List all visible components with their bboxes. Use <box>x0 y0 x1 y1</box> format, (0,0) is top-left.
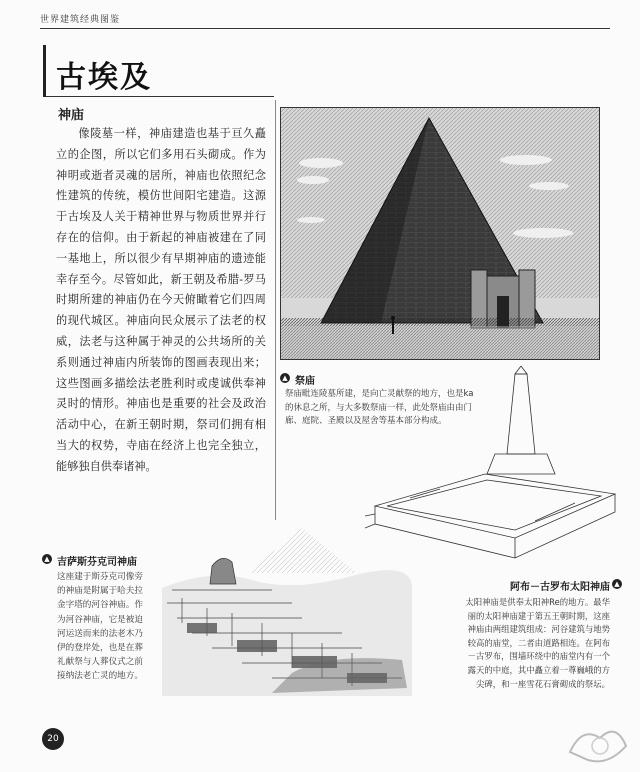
sphinx-temple-illustration <box>152 528 417 696</box>
page-number: 20 <box>42 728 64 750</box>
caption-title-abu-gurob: 阿布－古罗布太阳神庙 <box>510 582 610 593</box>
triangle-marker-icon: ▲ <box>612 579 622 589</box>
triangle-marker-icon: ▲ <box>42 554 52 564</box>
header-rule <box>40 28 610 29</box>
title-bar <box>43 45 46 97</box>
caption-text-pyramid: 祭庙毗连陵墓所建，是向亡灵献祭的地方，也是ka的休息之所，与大多数祭庙一样，此处祭庙由由门廊、庭院、圣殿以及屋舍等基本部分构成。 <box>285 389 474 426</box>
pyramid-engraving <box>281 108 600 360</box>
page-title: 古埃及 <box>56 60 152 95</box>
caption-text-giza: 这座建于斯芬克司像旁的神庙是附属于哈夫拉金字塔的河谷神庙。作为河谷神庙，它是被迫河运送而来的法老木乃伊的登岸处，也是在葬礼献祭与人葬仪式之前接纳法老亡灵的地方。 <box>57 572 143 682</box>
caption-title-giza: 吉萨斯芬克司神庙 <box>57 557 137 568</box>
triangle-marker-icon: ▲ <box>280 373 290 383</box>
caption-title-pyramid: 祭庙 <box>295 376 315 387</box>
running-head: 世界建筑经典图鉴 <box>40 15 121 25</box>
body-text <box>56 124 266 478</box>
column-divider <box>275 100 276 520</box>
logo-watermark <box>560 716 636 768</box>
pyramid-illustration <box>280 107 600 360</box>
body-paragraph: 像陵墓一样，神庙建造也基于亘久矗立的企图，所以它们多用石头砌成。作为神明或逝者灵魂的居所，神庙也依照纪念性建筑的传统，模仿世间阳宅建造。这源于古埃及人关于精神世界与物质世界并行存在的信仰。由于新起的神庙被建在了同一基地上，所以很少有早期神庙的遗迹能幸存至今。尽管如此，新王朝及希腊-罗马时期所建的神庙仍在今天俯瞰着它们四周的现代城区。神庙向民众展示了法老的权威，法老与这种属于神灵的公共场所的关系则通过神庙内所装饰的图画表现出来；这些图画多描绘法老胜利时或虔诚供奉神灵时的情形。神庙也是重要的社会及政治活动中心，在新王朝时期，祭司们拥有相当大的权势，寺庙在经济上也完全独立，能够独自供奉诸神。 <box>56 127 266 473</box>
sphinx-engraving <box>152 528 417 696</box>
caption-text-abu-gurob: 太阳神庙是供奉太阳神Re的地方。最华丽的太阳神庙建于第五王朝时期，这座神庙由两组建筑组成：河谷建筑与地势较高的庙堂，二者由道路相连。在阿布－古罗布，围墙环绕中的庙堂内有一个露天的中庭，其中矗立着一尊巍峨的方尖碑，和一座雪花石膏砌成的祭坛。 <box>465 597 610 689</box>
section-heading: 神庙 <box>58 108 85 123</box>
title-rule <box>46 96 274 97</box>
